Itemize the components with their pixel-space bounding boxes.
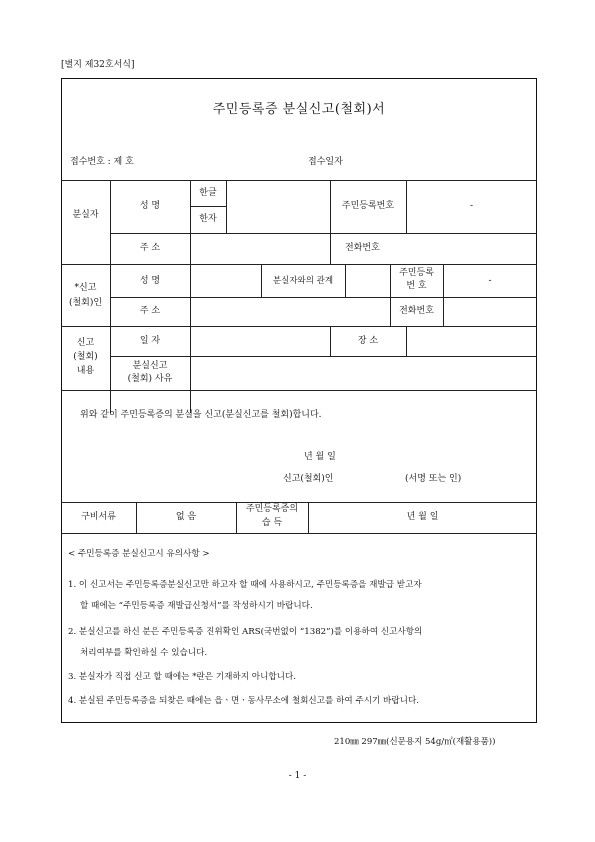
note-item: 처리여부를 확인하실 수 있습니다.	[80, 648, 208, 658]
divider	[190, 206, 226, 207]
note-item: 3. 분실자가 직접 신고 할 때에는 *란은 기재하지 아니합니다.	[68, 672, 297, 682]
signer-label: 신고(철회)인	[283, 474, 334, 484]
form-number-label: [별지 제32호서식]	[61, 60, 135, 70]
lost-name-hanja-field[interactable]	[227, 207, 329, 232]
acquired-label: 주민등록증의	[245, 504, 299, 514]
note-item: 2. 분실신고를 하신 분은 주민등록증 진위확인 ARS(국번없이 “1382”)를 이용하여 신고사항의	[68, 627, 423, 637]
lost-phone-field[interactable]	[407, 234, 536, 263]
receipt-date-label: 접수일자	[308, 157, 343, 167]
notes-heading: < 주민등록증 분실신고시 유의사항 >	[68, 549, 210, 559]
relation-field[interactable]	[346, 265, 389, 296]
reporter-name-label: 성 명	[139, 276, 161, 286]
signature-label[interactable]: (서명 또는 인)	[405, 474, 462, 484]
hanja-label: 한자	[199, 214, 217, 224]
report-section-label: 신고	[76, 338, 95, 348]
lost-name-label: 성 명	[139, 201, 161, 211]
divider	[61, 533, 537, 534]
report-place-label: 장 소	[357, 336, 379, 346]
reporter-address-label: 주 소	[139, 306, 161, 316]
reporter-section-label: *신고	[74, 283, 97, 293]
divider	[61, 502, 537, 503]
lost-name-korean-field[interactable]	[227, 181, 329, 205]
reason-label: (철회) 사유	[127, 374, 173, 384]
report-section-label: (철회)	[73, 352, 98, 362]
note-item: 1. 이 신고서는 주민등록증분실신고만 하고자 할 때에 사용하시고, 주민등록증을 재발급 받고자	[68, 580, 422, 590]
report-date-label: 일 자	[139, 336, 161, 346]
declaration-date: 년 월 일	[304, 452, 336, 462]
divider	[61, 390, 537, 391]
declaration-statement: 위와 같이 주민등록증의 분실을 신고(분실신고를 철회)합니다.	[80, 410, 322, 420]
report-place-field[interactable]	[407, 327, 536, 355]
lost-address-label: 주 소	[139, 243, 161, 253]
lost-resident-no-label: 주민등록번호	[341, 201, 395, 211]
reporter-section-label: (철회)인	[68, 298, 103, 308]
reporter-name-field[interactable]	[191, 265, 260, 296]
note-item: 4. 분실된 주민등록증을 되찾은 때에는 읍ㆍ면ㆍ동사무소에 철회신고를 하여 주시기 바랍니다.	[68, 696, 419, 706]
relation-label: 분실자와의 관계	[272, 276, 334, 286]
lost-person-section-label: 분실자	[72, 210, 99, 220]
paper-spec: 210㎜ 297㎜(신문용지 54g/㎡(재활용품))	[334, 737, 496, 747]
receipt-number-label: 접수번호 : 제 호	[70, 157, 134, 167]
korean-label: 한글	[199, 188, 217, 198]
required-docs-value: 없 음	[175, 512, 197, 522]
reason-field[interactable]	[191, 357, 536, 389]
lost-address-field[interactable]	[191, 234, 329, 263]
report-section-label: 내용	[76, 366, 95, 376]
report-date-field[interactable]	[191, 327, 329, 355]
divider	[61, 264, 537, 265]
lost-resident-no-field[interactable]: -	[469, 201, 474, 211]
divider	[330, 180, 331, 264]
acquired-date-field[interactable]: 년 월 일	[406, 512, 439, 522]
lost-phone-label: 전화번호	[345, 243, 380, 253]
acquired-label: 습 득	[261, 518, 283, 528]
form-title: 주민등록증 분실신고(철회)서	[212, 102, 386, 117]
page-number: - 1 -	[288, 771, 307, 781]
reporter-address-field[interactable]	[191, 298, 389, 325]
reporter-resident-no-label: 번 호	[406, 281, 427, 291]
reporter-phone-field[interactable]	[444, 298, 536, 325]
reason-label: 분실신고	[132, 361, 168, 371]
note-item: 할 때에는 “주민등록증 재발급신청서”를 작성하시기 바랍니다.	[80, 601, 313, 611]
required-docs-label: 구비서류	[81, 512, 116, 522]
reporter-resident-no-label: 주민등록	[399, 268, 434, 278]
reporter-phone-label: 전화번호	[399, 306, 434, 316]
reporter-resident-no-field[interactable]: -	[488, 276, 492, 286]
